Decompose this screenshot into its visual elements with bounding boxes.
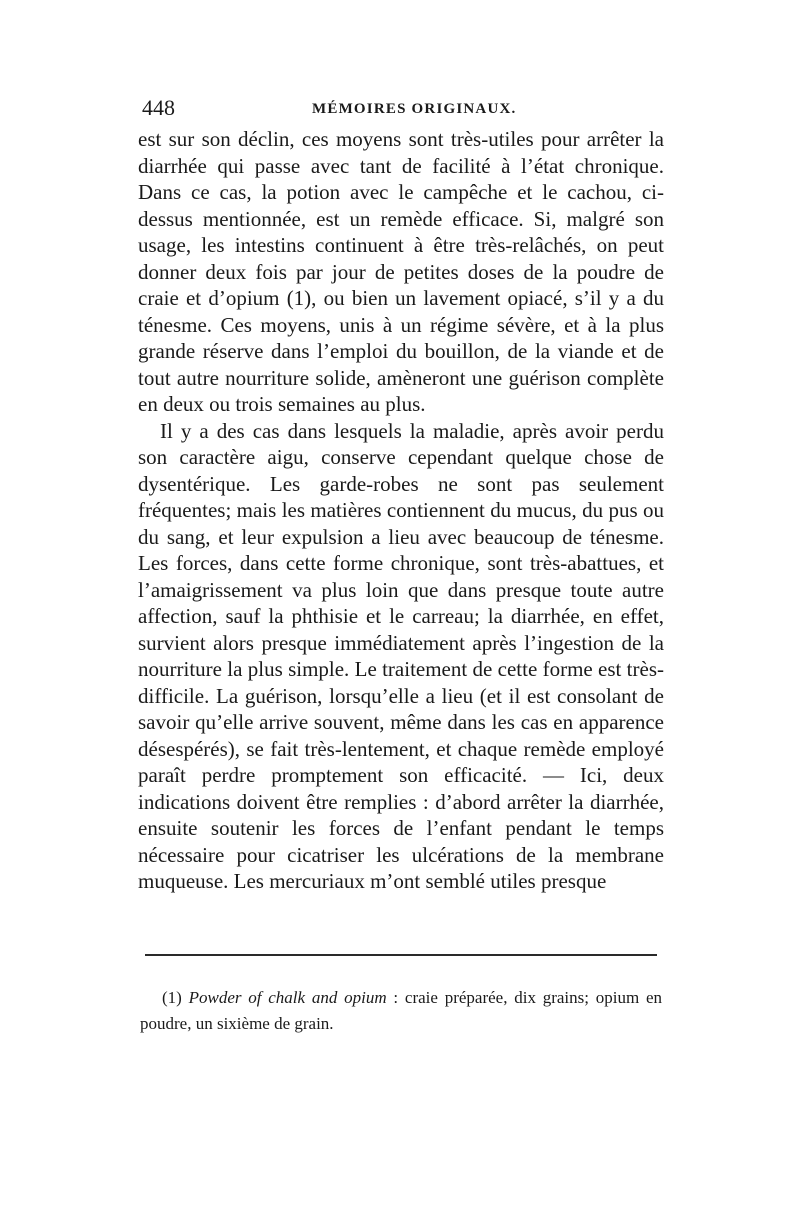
paragraph-2: Il y a des cas dans lesquels la maladie, après avoir perdu son caractère aigu, conserve cependant quelque chose de dysentérique. Les garde-robes ne sont pas seulement fréquentes; mais les matières contiennent du mucus, du pus ou du sang, et leur expulsion a lieu avec beaucoup de ténesme. Les forces, dans cette forme chronique, sont très-abattues, et l’amaigrissement va plus loin que dans presque toute autre affection, sauf la phthisie et le carreau; la diarrhée, en effet, survient alors presque immédiatement après l’ingestion de la nourriture la plus simple. Le traitement de cette forme est très-difficile. La guérison, lorsqu’elle a lieu (et il est consolant de savoir qu’elle arrive souvent, même dans les cas en apparence désespérés), se fait très-lentement, et chaque remède employé paraît perdre promptement son efficacité. — Ici, deux indications doivent être remplies : d’abord arrêter la diarrhée, ensuite soutenir les forces de l’enfant pendant le temps nécessaire pour cicatriser les ulcérations de la membrane muqueuse. Les mercuriaux m’ont semblé utiles presque <box>138 418 664 893</box>
paragraph-1: est sur son déclin, ces moyens sont très-utiles pour arrêter la diarrhée qui passe avec tant de facilité à l’état chronique. Dans ce cas, la potion avec le campêche et le cachou, ci-dessus mentionnée, est un remède efficace. Si, malgré son usage, les intestins continuent à être très-relâchés, on peut donner deux fois par jour de petites doses de la poudre de craie et d’opium (1), ou bien un lavement opiacé, s’il y a du ténesme. Ces moyens, unis à un régime sévère, et à la plus grande réserve dans l’emploi du bouillon, de la viande et de tout autre nourriture solide, amèneront une guérison complète en deux ou trois semaines au plus. <box>138 127 664 416</box>
footnote-title: Powder of chalk and opium <box>188 988 387 1007</box>
page-header <box>142 94 662 124</box>
page-number: 448 <box>142 95 175 120</box>
footnote-marker: (1) <box>162 988 182 1007</box>
footnote-text: : craie préparée, dix grains; opium en poudre, un sixième de grain. <box>140 988 663 1033</box>
body-text <box>138 126 664 895</box>
running-head: MÉMOIRES ORIGINAUX. <box>312 101 517 117</box>
footnote <box>140 985 662 1037</box>
footnote-separator <box>145 954 657 956</box>
